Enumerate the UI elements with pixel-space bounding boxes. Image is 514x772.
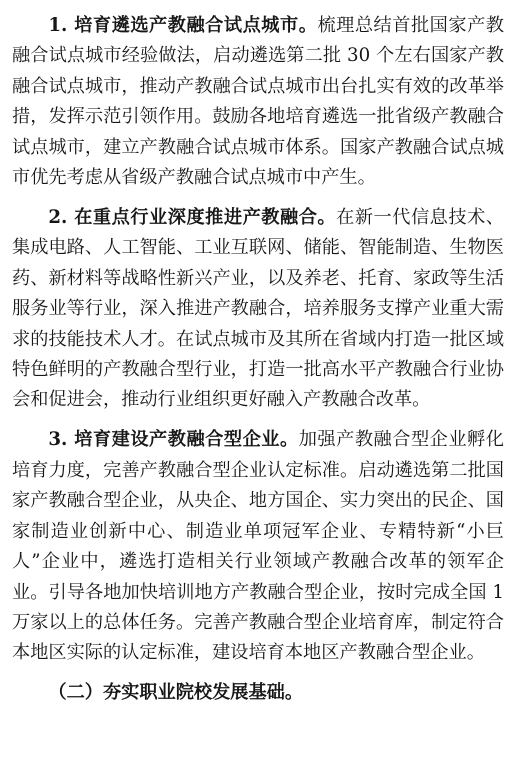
paragraph-title: 2. 在重点行业深度推进产教融合。 [48, 207, 337, 229]
document-page [12, 11, 504, 709]
paragraph-title: 1. 培育遴选产教融合试点城市。 [48, 15, 318, 36]
paragraph-enterprises [12, 425, 504, 668]
paragraph-body: 加强产教融合型企业孵化培育力度，完善产教融合型企业认定标准。启动遴选第二批国家产教融合型企业，从央企、地方国企、实力突出的民企、国家制造业创新中心、制造业单项冠军企业、专精特新“小巨人”企业中，遴选打造相关行业领域产教融合改革的领军企业。引导各地加快培训地方产教融合型企业，按时完成全国 1 万家以上的总体任务。完善产教融合型企业培育库，制定符合本地区实际的认定标准，建设培育本地区产教融合型企业。 [12, 429, 504, 664]
paragraph-body: 在新一代信息技术、集成电路、人工智能、工业互联网、储能、智能制造、生物医药、新材料等战略性新兴产业，以及养老、托育、家政等生活服务业等行业，深入推进产教融合，培养服务支撑产业重大需求的技能技术人才。在试点城市及其所在省域内打造一批区域特色鲜明的产教融合型行业，打造一批高水平产教融合行业协会和促进会，推动行业组织更好融入产教融合改革。 [12, 207, 504, 411]
paragraph-title: 3. 培育建设产教融合型企业。 [48, 429, 299, 451]
paragraph-pilot-cities [12, 11, 504, 193]
section-heading: （二）夯实职业院校发展基础。 [48, 682, 304, 704]
paragraph-body: 梳理总结首批国家产教融合试点城市经验做法，启动遴选第二批 30 个左右国家产教融合试点城市，推动产教融合试点城市出台扎实有效的改革举措，发挥示范引领作用。鼓励各地培育遴选一批省级产教融合试点城市，建立产教融合试点城市体系。国家产教融合试点城市优先考虑从省级产教融合试点城市中产生。 [12, 15, 504, 189]
paragraph-key-industries [12, 203, 504, 416]
